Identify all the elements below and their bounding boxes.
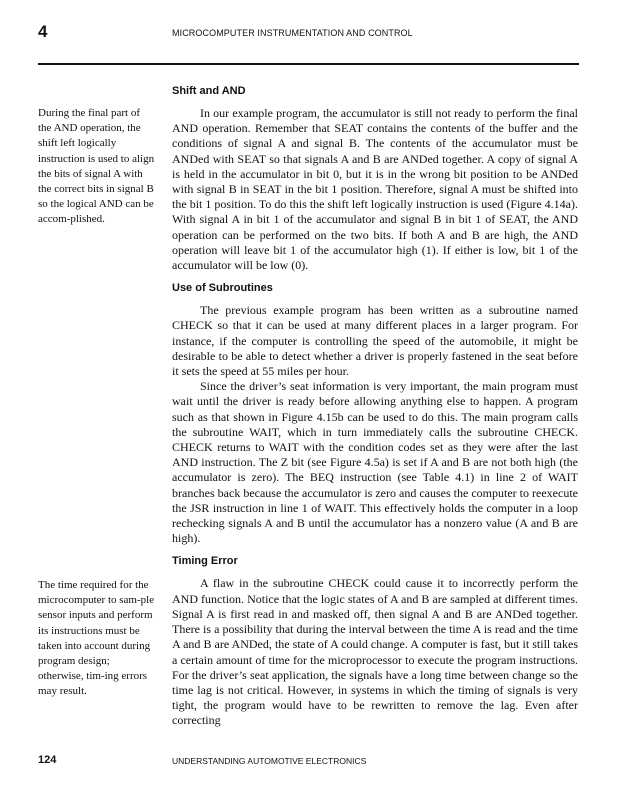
paragraph: The previous example program has been written as a subroutine named CHECK so that it can be used at many different places in a larger program. For instance, if the computer is controlling the speed of the automobile, it might be desirable to be able to detect whether a driver is properly fastened in the seat before it sets the speed at 55 miles per hour.	[172, 303, 578, 379]
section-heading: Timing Error	[172, 555, 238, 568]
chapter-number: 4	[38, 22, 48, 41]
paragraph: A flaw in the subroutine CHECK could cause it to incorrectly perform the AND function. Notice that the logic states of A and B are sampled at different times. Signal A is first read in and masked off, then signal A and B are ANDed together. There is a possibility that during the interval between the time A is read and the time A and B are ANDed, the state of A could change. A computer is fast, but it still takes a certain amount of time for the microprocessor to execute the program instructions. For the driver’s seat application, the signals have a long time between change so the time lag is not critical. However, in systems in which the timing of signals is very tight, the program would have to be rewritten to remove the lag. Even after correcting	[172, 576, 578, 728]
section-heading: Use of Subroutines	[172, 282, 273, 295]
paragraph: Since the driver’s seat information is very important, the main program must wait until the driver is ready before allowing anything else to happen. A program such as that shown in Figure 4.15b can be used to do this. The main program calls the subroutine WAIT, which in turn immediately calls the subroutine CHECK. CHECK returns to WAIT with the condition codes set as they were after the last AND instruction. The Z bit (see Figure 4.5a) is set if A and B are not both high (the accumulator is zero). The BEQ instruction (see Table 4.1) in line 2 of WAIT branches back because the accumulator is zero and causes the computer to reexecute the JSR instruction in line 1 of WAIT. This effectively holds the computer in a loop rechecking signals A and B until the accumulator has a nonzero value (A and B are high).	[172, 379, 578, 546]
section-subroutines	[172, 281, 578, 546]
section-heading: Shift and AND	[172, 85, 246, 97]
sidenote-shift-and: During the final part of the AND operation, the shift left logically instruction is used to align the bits of signal A with the correct bits in signal B so the logical AND can be accom-plished.	[38, 107, 155, 226]
sidenote-timing: The time required for the microcomputer to sam-ple sensor inputs and perform its instructions must be taken into account during program design; otherwise, tim-ing errors may result.	[38, 579, 155, 698]
header-rule	[38, 63, 579, 65]
running-head: MICROCOMPUTER INSTRUMENTATION AND CONTROL	[172, 28, 413, 38]
main-text-column	[172, 84, 578, 737]
paragraph: In our example program, the accumulator is still not ready to perform the final AND operation. Remember that SEAT contains the contents of the buffer and the conditions of signal A and signal B. The contents of the accumulator must be ANDed with SEAT so that signals A and B are ANDed together. A copy of signal A is held in the accumulator in bit 0, but it is in the wrong bit position to be ANDed with signal B in SEAT in the bit 1 position. Therefore, signal A must be shifted into the bit 1 position. To do this the shift left logically instruction is used (Figure 4.14a). With signal A in bit 1 of the accumulator and signal B in bit 1 of SEAT, the AND operation can be performed on the two bits. If both A and B are high, the AND operation will leave bit 1 of the accumulator high (1). If either is low, bit 1 of the accumulator will be low (0).	[172, 106, 578, 273]
folio: 124	[38, 754, 57, 766]
section-timing-error	[172, 554, 578, 728]
section-shift-and	[172, 84, 578, 273]
footer-book-title: UNDERSTANDING AUTOMOTIVE ELECTRONICS	[172, 756, 367, 766]
